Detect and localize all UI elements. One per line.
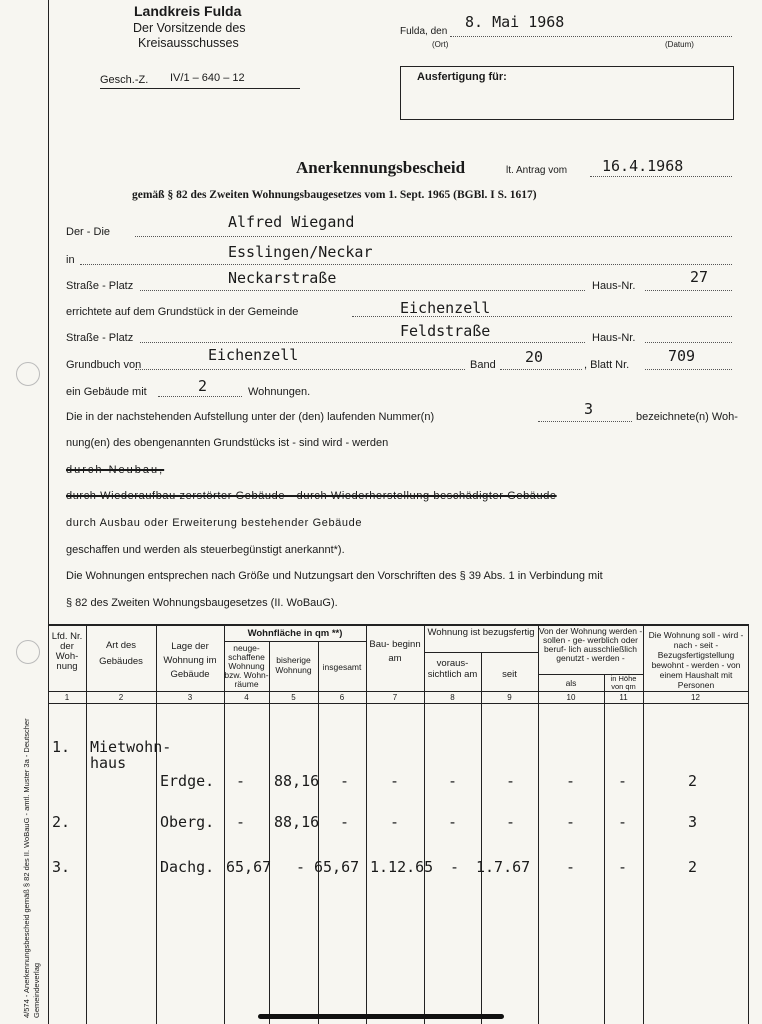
document-subtitle: gemäß § 82 des Zweiten Wohnungsbaugesetzes vom 1. Sept. 1965 (BGBl. I S. 1617) <box>132 189 537 201</box>
authority-name: Landkreis Fulda <box>134 3 242 19</box>
antrag-date: 16.4.1968 <box>602 157 684 175</box>
vorschriften-line1: Die Wohnungen entsprechen nach Größe und Nutzungsart den Vorschriften des § 39 Abs. 1 in Verbindung mit <box>66 570 603 582</box>
row-personen: 2 <box>688 772 698 790</box>
row-art: Mietwohn- <box>90 738 172 756</box>
row-nr: 1. <box>52 738 71 756</box>
row-in-hoehe: - <box>618 772 628 790</box>
gemeinde-value: Eichenzell <box>400 299 491 317</box>
row-baubeginn: - <box>390 813 400 831</box>
left-margin-line <box>48 0 49 1024</box>
document-title: Anerkennungsbescheid <box>296 158 466 177</box>
hausnr2-label: Haus-Nr. <box>592 332 636 344</box>
blatt-label: , Blatt Nr. <box>584 359 630 371</box>
band-value: 20 <box>525 348 544 366</box>
nummer-value: 3 <box>584 400 594 418</box>
header-baubeginn: Bau- beginn am <box>369 639 421 664</box>
row-seit: - <box>506 772 516 790</box>
ort-label: (Ort) <box>432 40 449 49</box>
row-in-hoehe: - <box>618 813 628 831</box>
col-number: 6 <box>339 693 345 702</box>
row-nr: 2. <box>52 813 71 831</box>
row-als: - <box>566 772 576 790</box>
header-lfd-nr: Lfd. Nr. der Woh- nung <box>51 631 83 672</box>
col-number: 7 <box>392 693 398 702</box>
place-date: 8. Mai 1968 <box>465 13 565 31</box>
strasse2-label: Straße - Platz <box>66 332 134 344</box>
grundbuch-value: Eichenzell <box>208 346 299 364</box>
header-gewerblich: Von der Wohnung werden - sollen - ge- werblich oder beruf- lich ausschließlich genutzt - werden - <box>538 626 643 663</box>
row-baubeginn: 1.12.65 <box>370 858 434 876</box>
datum-label: (Datum) <box>665 40 694 49</box>
header-art: Art des Gebäudes <box>99 640 143 667</box>
col-number: 3 <box>187 693 193 702</box>
authority-line2: Der Vorsitzende des <box>133 21 246 35</box>
owner-city: Esslingen/Neckar <box>228 243 373 261</box>
header-voraussichtlich: voraus- sichtlich am <box>427 658 478 680</box>
row-lage: Erdge. <box>160 772 215 790</box>
der-die-label: Der - Die <box>66 226 111 238</box>
row-als: - <box>566 813 576 831</box>
margin-imprint: 4/574 - Anerkennungsbescheid gemäß § 82 des II. WoBauG - amtl. Muster 3a - Deutscher Gemeindeverlag <box>22 718 41 1018</box>
col-number: 11 <box>619 693 628 702</box>
row-insgesamt: - <box>340 772 350 790</box>
header-lage: Lage der Wohnung im Gebäude <box>163 641 217 680</box>
row-baubeginn: - <box>390 772 400 790</box>
row-personen: 3 <box>688 813 698 831</box>
band-label: Band <box>470 359 496 371</box>
ausfertigung-box <box>400 66 734 120</box>
owner-street: Neckarstraße <box>228 269 337 287</box>
row-voraussichtlich: - <box>448 772 458 790</box>
col-number: 9 <box>507 693 512 702</box>
header-in-hoehe: in Höhe von qm <box>610 674 637 691</box>
col-number: 8 <box>450 693 455 702</box>
punch-hole <box>16 362 40 386</box>
row-in-hoehe: - <box>618 858 628 876</box>
col-number: 5 <box>291 693 296 702</box>
antrag-label: lt. Antrag vom <box>506 165 568 176</box>
row-voraussichtlich: - <box>448 813 458 831</box>
row-art-cont: haus <box>90 754 127 772</box>
row-seit: - <box>506 813 516 831</box>
nummer-text: Die in der nachstehenden Aufstellung unter der (den) laufenden Nummer(n) <box>66 411 435 423</box>
owner-hausnr: 27 <box>690 268 709 286</box>
header-haushalt: Die Wohnung soll - wird - nach - seit - Bezugsfertigstellung bewohnt - werden - von einem Haushalt mit Personen <box>648 630 744 690</box>
header-bezugsfertig: Wohnung ist bezugsfertig <box>427 627 535 638</box>
owner-name: Alfred Wiegand <box>228 213 355 231</box>
wohnung-text: nung(en) des obengenannten Grundstücks ist - sind wird - werden <box>66 437 389 449</box>
gebaeude-count: 2 <box>198 377 208 395</box>
strasse1-label: Straße - Platz <box>66 280 134 292</box>
neubau-option: durch Neubau, <box>66 464 165 476</box>
authority-line3: Kreisausschusses <box>138 36 239 50</box>
vorschriften-line2: § 82 des Zweiten Wohnungsbaugesetzes (II. WoBauG). <box>66 597 338 609</box>
home-indicator[interactable] <box>258 1014 504 1019</box>
gesch-label: Gesch.-Z. <box>100 74 149 86</box>
wiederaufbau-option: durch Wiederaufbau zerstörter Gebäude - durch Wiederherstellung beschädigter Gebäude <box>66 490 557 502</box>
header-neugeschaffene: neuge- schaffene Wohnung bzw. Wohn- räume <box>224 643 269 689</box>
col-number: 4 <box>244 693 249 702</box>
wohnungen-label: Wohnungen. <box>248 386 311 398</box>
nummer-suffix: bezeichnete(n) Woh- <box>636 411 738 423</box>
row-insgesamt: - <box>340 813 350 831</box>
row-neugeschaffen: 65,67 <box>226 858 272 876</box>
row-bisherig: - <box>296 858 306 876</box>
col-number: 12 <box>691 693 700 702</box>
punch-hole <box>16 640 40 664</box>
col-number: 1 <box>64 693 70 702</box>
ausbau-option: durch Ausbau oder Erweiterung bestehender Gebäude <box>66 517 363 529</box>
place-label: Fulda, den <box>400 26 448 37</box>
blatt-value: 709 <box>668 347 696 365</box>
row-insgesamt: 65,67 <box>314 858 360 876</box>
header-bisherige: bisherige Wohnung <box>275 655 312 675</box>
header-wohnflaeche: Wohnfläche in qm **) <box>247 628 343 639</box>
hausnr1-label: Haus-Nr. <box>592 280 636 292</box>
row-neugeschaffen: - <box>236 813 246 831</box>
col-number: 2 <box>118 693 124 702</box>
geschaffen-text: geschaffen und werden als steuerbegünstigt anerkannt*). <box>66 544 345 556</box>
row-als: - <box>566 858 576 876</box>
row-voraussichtlich: - <box>450 858 460 876</box>
header-insgesamt: insgesamt <box>322 662 362 672</box>
header-als: als <box>565 678 577 688</box>
row-nr: 3. <box>52 858 71 876</box>
ausfertigung-label: Ausfertigung für: <box>417 71 507 83</box>
row-bisherig: 88,16 <box>274 813 320 831</box>
grundbuch-label: Grundbuch von <box>66 359 142 371</box>
row-neugeschaffen: - <box>236 772 246 790</box>
col-number: 10 <box>566 693 576 702</box>
row-bisherig: 88,16 <box>274 772 320 790</box>
row-lage: Oberg. <box>160 813 215 831</box>
header-seit: seit <box>502 669 517 680</box>
in-label: in <box>66 254 75 266</box>
grundstueck-street: Feldstraße <box>400 322 491 340</box>
errichtete-label: errichtete auf dem Grundstück in der Gemeinde <box>66 306 299 318</box>
row-seit: 1.7.67 <box>476 858 531 876</box>
gesch-value: IV/1 – 640 – 12 <box>170 72 245 84</box>
gebaeude-label: ein Gebäude mit <box>66 386 147 398</box>
row-lage: Dachg. <box>160 858 215 876</box>
row-personen: 2 <box>688 858 698 876</box>
